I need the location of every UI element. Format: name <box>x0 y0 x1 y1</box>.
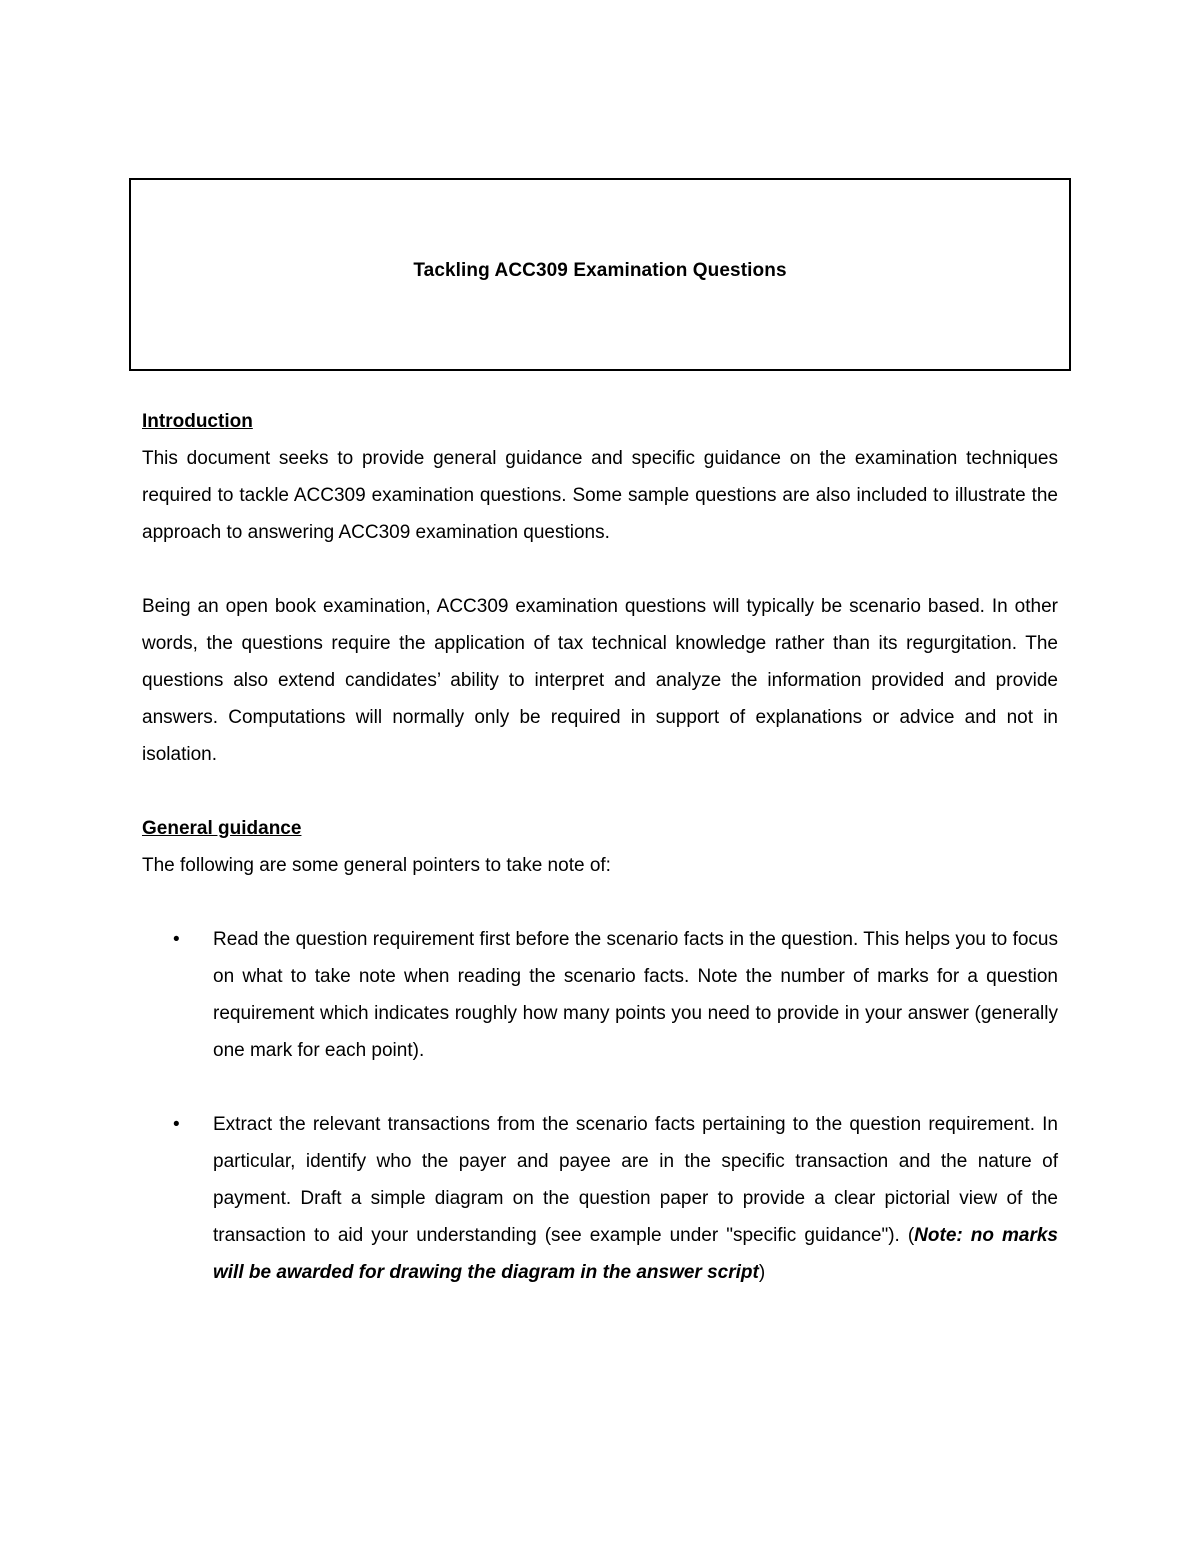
list-item <box>142 921 1058 1069</box>
list-item <box>142 1106 1058 1291</box>
general-guidance-lead: The following are some general pointers to take note of: <box>142 855 611 876</box>
section-spacer <box>142 773 1058 810</box>
list-item-text: Extract the relevant transactions from the scenario facts pertaining to the question requirement. In particular, identify who the payer and payee are in the specific transaction and the nature of payment. Draft a simple diagram on the question paper to provide a clear pictorial view of the transaction to aid your understanding (see example under "specific guidance"). ( <box>213 1114 1058 1246</box>
bullet-icon: • <box>173 1114 180 1135</box>
introduction-paragraph-2: Being an open book examination, ACC309 examination questions will typically be scenario based. In other words, the questions require the application of tax technical knowledge rather than its regurgitation. The questions also extend candidates’ ability to interpret and analyze the information provided and provide answers. Computations will normally only be required in support of explanations or advice and not in isolation. <box>142 596 1058 765</box>
list-spacer <box>142 1069 1058 1106</box>
introduction-heading: Introduction <box>142 411 253 432</box>
document-title: Tackling ACC309 Examination Questions <box>413 259 787 281</box>
paragraph-spacer <box>142 551 1058 588</box>
title-box <box>129 178 1071 371</box>
note-closing: ) <box>758 1262 766 1283</box>
document-body <box>142 403 1058 1291</box>
bullet-icon: • <box>173 929 180 950</box>
diagram-note: Note: no marks will be awarded for drawing the diagram in the answer script <box>213 1225 1058 1283</box>
list-item-text: Read the question requirement first before the scenario facts in the question. This helps you to focus on what to take note when reading the scenario facts. Note the number of marks for a question requirement which indicates roughly how many points you need to provide in your answer (generally one mark for each point). <box>213 929 1058 1061</box>
introduction-paragraph-1: This document seeks to provide general guidance and specific guidance on the examination techniques required to tackle ACC309 examination questions. Some sample questions are also included to illustrate the approach to answering ACC309 examination questions. <box>142 448 1058 543</box>
paragraph-spacer <box>142 884 1058 921</box>
general-pointers-list <box>142 921 1058 1291</box>
general-guidance-heading: General guidance <box>142 818 302 839</box>
